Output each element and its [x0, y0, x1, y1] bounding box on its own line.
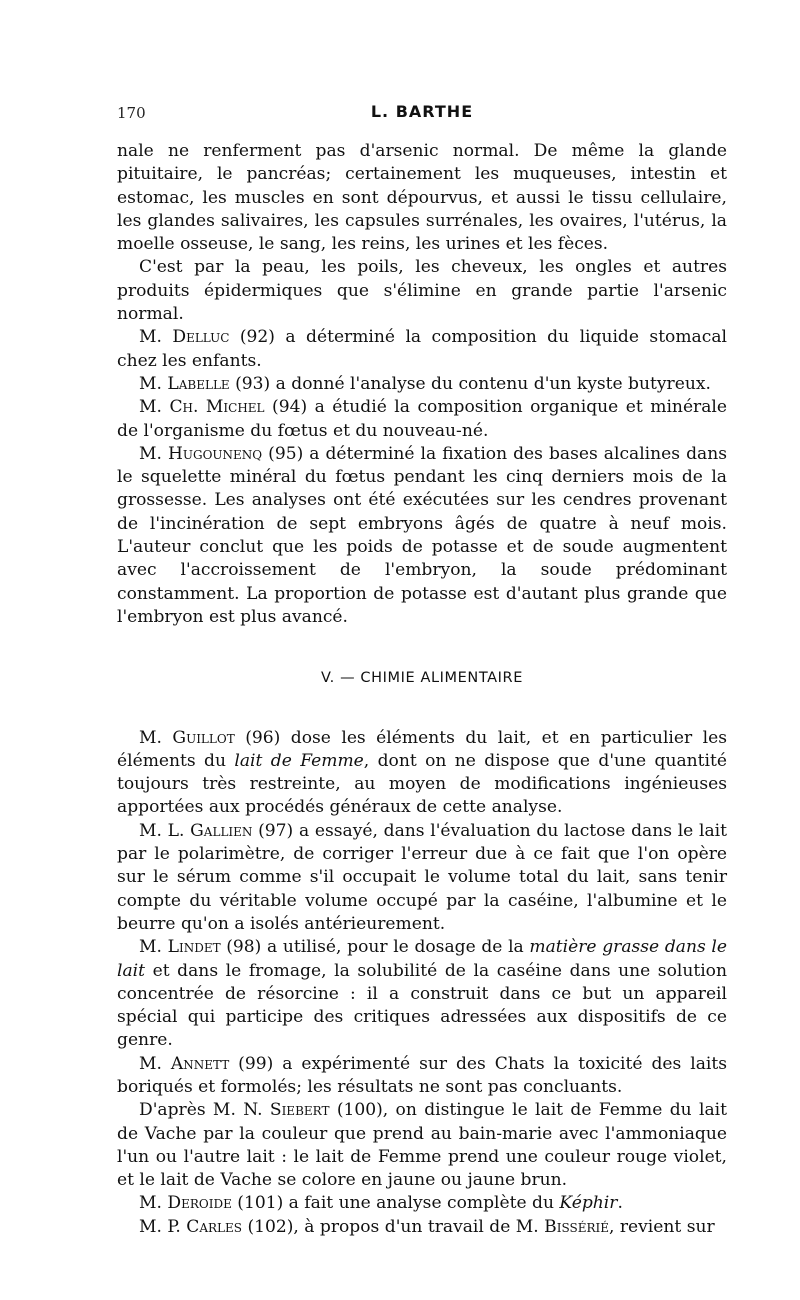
text-prefix: M.: [139, 327, 173, 348]
text-body: , dont on ne dispose que d'une quantité toujours très restreinte, au moyen de modifications ingénieuses apportées aux procédés généraux de cette analyse.: [117, 750, 727, 818]
author-name: Annett: [170, 1053, 230, 1074]
text-prefix: M.: [139, 1053, 171, 1074]
paragraph-delluc: [117, 326, 727, 373]
paragraph-lindet: [117, 936, 727, 1052]
page-number: 170: [117, 104, 146, 122]
paragraph-arsenic-elimination: C'est par la peau, les poils, les cheveux, les ongles et autres produits épidermiques que s'élimine en grande partie l'arsenic normal.: [117, 257, 727, 325]
page-body: [117, 140, 727, 1239]
text-body: (95) a déterminé la fixation des bases alcalines dans le squelette minéral du fœtus pendant les cinq derniers mois de la grossesse. Les analyses ont été exécutées sur les cendres provenant de l'incinération de sept embryons âgés de quatre à neuf mois. L'auteur conclut que les poids de potasse et de soude augmentent avec l'accroissement de l'embryon, la soude prédominant constamment. La proportion de potasse est d'autant plus grande que l'embryon est plus avancé.: [117, 443, 727, 627]
page-header: [117, 96, 727, 126]
italic-term: Képhir: [559, 1193, 618, 1214]
text-prefix: M.: [139, 1193, 168, 1214]
text-body: .: [617, 1193, 623, 1214]
paragraph-siebert: [117, 1099, 727, 1192]
text-body: (102), à propos d'un travail de M.: [242, 1216, 545, 1237]
author-name: Hugounenq: [167, 443, 263, 464]
text-body: (97) a essayé, dans l'évaluation du lactose dans le lait par le polarimètre, de corriger l'erreur due à ce fait que l'on opère sur le sérum comme s'il occupait le volume total du lait, sans tenir compte du véritable volume occupé par la caséine, l'albumine et le beurre qu'on a isolés antérieurement.: [117, 820, 727, 934]
running-head: L. BARTHE: [370, 102, 474, 121]
section-title: V. — CHIMIE ALIMENTAIRE: [321, 670, 523, 687]
italic-term: lait de Femme: [234, 750, 364, 771]
author-name: Bissérié: [544, 1216, 609, 1237]
text-body: (100), on distingue le lait de Femme du lait de Vache par la couleur que prend au bain-marie avec l'ammoniaque l'un ou l'autre lait : le lait de Femme prend une couleur rouge violet, et le lait de Vache se colore en jaune ou jaune brun.: [117, 1100, 727, 1191]
text-body: (101) a fait une analyse complète du: [231, 1193, 560, 1214]
paragraph-labelle: [117, 373, 727, 396]
text-body: (98) a utilisé, pour le dosage de la: [220, 937, 530, 958]
text-prefix: M.: [139, 727, 173, 748]
author-name: Ch. Michel: [169, 397, 265, 418]
author-name: Guillot: [172, 727, 235, 748]
paragraph-guillot: [117, 727, 727, 820]
author-name: Labelle: [167, 373, 230, 394]
author-name: Lindet: [167, 937, 221, 958]
text-prefix: M.: [139, 443, 168, 464]
text-prefix: D'après M. N.: [139, 1100, 270, 1121]
author-name: Delluc: [172, 327, 230, 348]
paragraph-deroide: [117, 1192, 727, 1215]
author-name: Gallien: [190, 820, 253, 841]
italic-term: matière grasse dans le lait: [117, 937, 727, 981]
text-body: et dans le fromage, la solubilité de la caséine dans une solution concentrée de résorcine : il a construit dans ce but un appareil spécial qui participe des critiques adressées aux dispositifs de ce genre.: [117, 960, 727, 1051]
text-prefix: M. L.: [139, 820, 191, 841]
text-prefix: M. P.: [139, 1216, 187, 1237]
paragraph-hugounenq: [117, 443, 727, 629]
author-name: Siebert: [269, 1100, 330, 1121]
text-prefix: M.: [139, 373, 168, 394]
text-body: (93) a donné l'analyse du contenu d'un kyste butyreux.: [229, 373, 711, 394]
text-prefix: M.: [139, 937, 168, 958]
text-body: (96) dose les éléments du lait, et en particulier les éléments du: [117, 727, 727, 771]
paragraph-annett: [117, 1053, 727, 1100]
text-body: (99) a expérimenté sur des Chats la toxicité des laits boriqués et formolés; les résultats ne sont pas concluants.: [117, 1053, 727, 1097]
text-prefix: M.: [139, 397, 170, 418]
paragraph-arsenic-organs: nale ne renferment pas d'arsenic normal. De même la glande pituitaire, le pancréas; certainement les muqueuses, intestin et estomac, les muscles en sont dépourvus, et aussi le tissu cellulaire, les glandes salivaires, les capsules surrénales, les ovaires, l'utérus, la moelle osseuse, le sang, les reins, les urines et les fèces.: [117, 141, 727, 255]
author-name: Carles: [186, 1216, 243, 1237]
paragraph-michel: [117, 396, 727, 443]
author-name: Deroide: [167, 1193, 232, 1214]
paragraph-gallien: [117, 820, 727, 936]
text-body: (94) a étudié la composition organique et minérale de l'organisme du fœtus et du nouveau-né.: [117, 397, 728, 441]
text-body: (92) a déterminé la composition du liquide stomacal chez les enfants.: [117, 327, 727, 371]
paragraph-carles: [117, 1216, 727, 1239]
text-body: , revient sur: [608, 1216, 715, 1237]
